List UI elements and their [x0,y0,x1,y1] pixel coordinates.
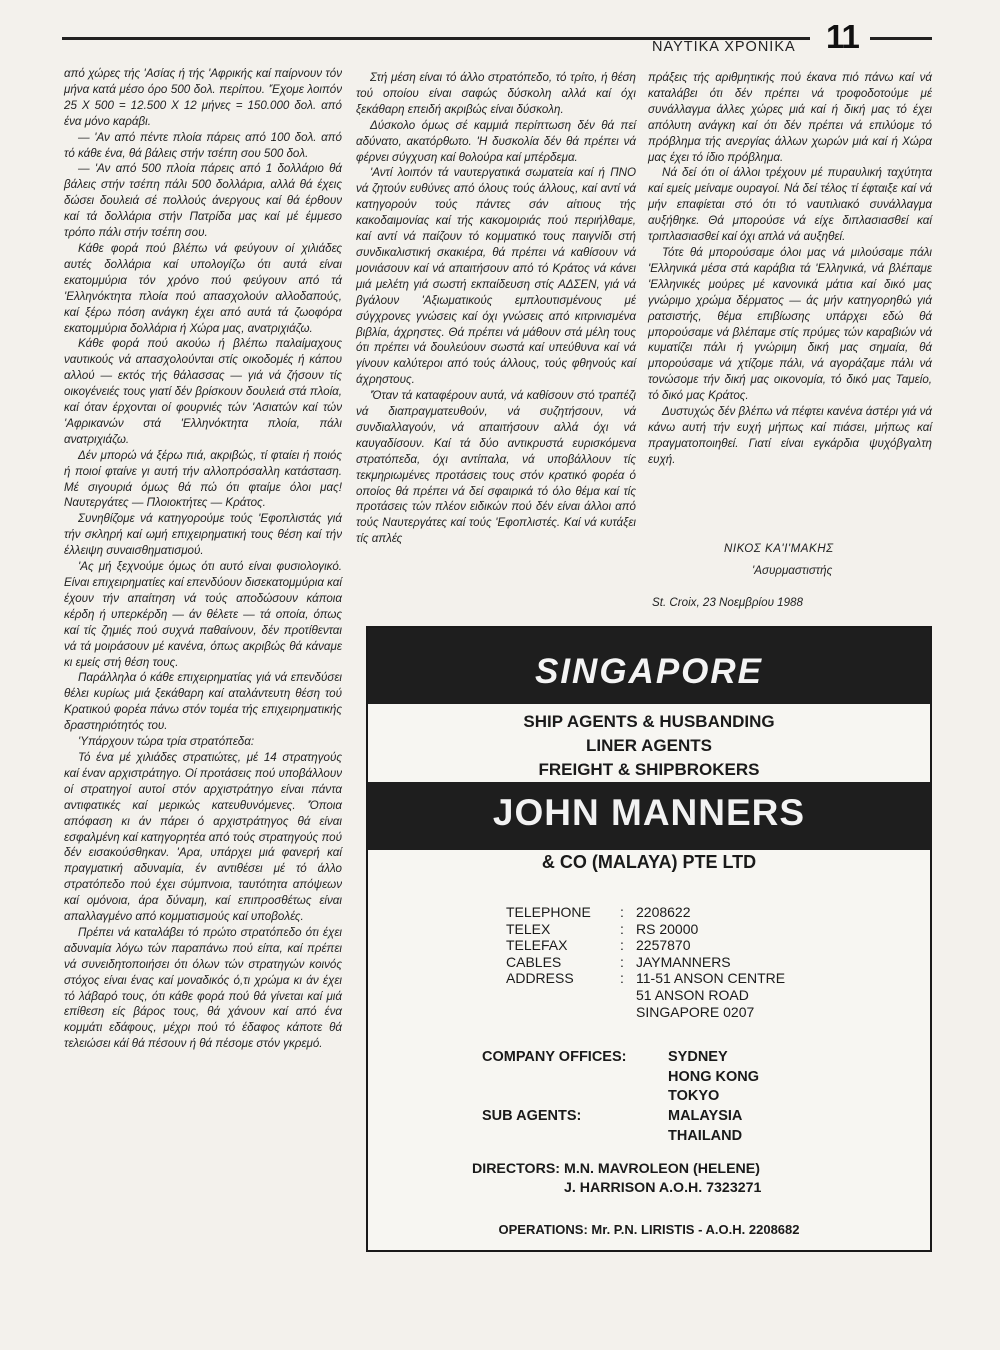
paragraph: Νά δεί ότι οί άλλοι τρέχουν μέ πυραυλική ταχύτητα καί εμείς μείναμε ουραγοί. Νά δεί τέλος τί έφταιξε καί νά μήν επαφίεται στό ότι τό ναυτιλιακό συνάλλαγμα αυξήθηκε. Θά μπορούσε νά είχε διπλασιασθεί καί τριπλασιασθεί καί όχι απλά νά αυξηθεί. [648,166,932,244]
contact-value: RS 20000 [636,920,699,937]
contact-separator: : [620,937,624,954]
contact-separator [620,1004,636,1021]
office-row [482,1068,759,1088]
contact-row [506,987,836,1004]
office-row [482,1127,759,1147]
paragraph: Παράλληλα ό κάθε επιχειρηματίας γιά νά επενδύσει θέλει κυρίως μιά ξεκάθαρη καί αταλάντευτη θέση τού Κρατικού φορέα πάνω στόν τομέα τής επιχειρηματικής δραστηριότητός του. [64,671,342,733]
office-value: SYDNEY [668,1049,728,1065]
ad-company-name: JOHN MANNERS [492,792,806,833]
office-label [482,1127,668,1147]
office-value: MALAYSIA [668,1108,743,1125]
director-value: M.N. MAVROLEON (HELENE) [564,1161,760,1177]
paragraph: 'Αντί λοιπόν τά ναυτεργατικά σωματεία καί ή ΠΝΟ νά ζητούν ευθύνες από όλους τούς άλλους, καί αντί νά κατηγορούν τούς πάντες σάν αίτιους τής κακοδαιμονίας καί τής κακομοιριάς πού περιήλθαμε, καί αντί νά παίζουν τό κομματικό τους παιγνίδι στή συνδικαλιστική σκακιέρα, θά πρέπει νά καθίσουν νά μονιάσουν καί νά απαιτήσουν από τό Κράτος νά κάνει μιά μελέτη γιά σωστή εκπαίδευση στίς ΑΔΣΕΝ, γιά νά βγάλουν 'Αξιωματικούς εμπλουτισμένους μέ σύγχρονες γνώσεις καί όχι γνώσεις από κιτρινισμένα βιβλία, άχρηστες. Θά πρέπει νά μάθουν στά μέλη τους ότι πρέπει νά δουλεύουν σωστά καί υπεύθυνα καί νά γίνουν καλύτεροι από τούς άλλους, τούς φθηνούς καί άχρηστους. [356,166,636,387]
director-row [472,1179,761,1198]
paragraph: Στή μέση είναι τό άλλο στρατόπεδο, τό τρίτο, ή θέση τού οποίου είναι σαφώς δύσκολη αλλά καί όχι ξεκάθαρη επειδή ακριβώς είναι δύσκολη. [356,71,636,116]
article-column-2 [356,70,636,547]
contact-label: TELEFAX [506,937,568,954]
paragraph: Κάθε φορά πού ακούω ή βλέπω παλαίμαχους ναυτικούς νά απασχολούνται στίς οικοδομές ή κάπου αλλού — εκτός τής θάλασσας — γιά νά ζήσουν τίς οικογένειές τους γιατί δέν βρίσκουν δουλειά στά πλοία, καί όταν έρχονται οί φουρνιές τών 'Ασιατών καί τών 'Αφρικανών στά 'Ελληνόκτητα πλοία, πάλι ανατριχιάζω. [64,337,342,446]
office-label: SUB AGENTS: [482,1108,582,1125]
office-row [482,1048,759,1068]
contact-value: 2257870 [636,937,691,954]
paragraph: — 'Αν από 500 πλοία πάρεις από 1 δολλάριο θά βάλεις στήν τσέπη πάλι 500 δολλάρια, αλλά θά έχεις δώσει δουλειά σέ πολλούς άνεργους καί θά έρθουν καί τά δολλάρια στήν Πατρίδα μας καί μέ έμμεσο τρόπο πάλι στήν τσέπη σου. [64,162,342,240]
paragraph: Δυστυχώς δέν βλέπω νά πέφτει κανένα άστέρι γιά νά κάνω αυτή τήν ευχή μήπως καί πιάσει, μήπως καί πραγματοποιηθεί. Γιατί είναι εγκάρδια ψυχόβγαλτη ευχή. [648,405,932,466]
contact-row [506,954,836,971]
contact-value: JAYMANNERS [636,953,731,970]
contact-separator [620,987,636,1004]
contact-label: TELEX [506,920,551,937]
office-label [482,1087,668,1107]
paragraph: πράξεις τής αριθμητικής πού έκανα πιό πάνω καί νά καταλάβει ότι δέν πρέπει νά τροφοδοτούμε μέ συνάλλαγμα άλλες χώρες μιά καί ή δική μας τό έχει απόλυτη ανάγκη καί ότι δέν πρέπει νά επιλύομε τό πρόβλημα τής ανεργίας άλλων χωρών μιά καί ή Χώρα μας έχει τό ίδιο πρόβλημα. [648,71,932,164]
header-rule-right [870,37,932,40]
contact-row [506,970,836,987]
ad-company-suffix: & CO (MALAYA) PTE LTD [541,852,757,872]
ad-services [368,710,930,782]
contact-label: ADDRESS [506,970,574,987]
paragraph: — 'Αν από πέντε πλοία πάρεις από 100 δολ. από τό κάθε ένα, θά βάλεις στήν τσέπη σου 500 δολ. [64,130,342,160]
ad-service: FREIGHT & SHIPBROKERS [538,760,760,779]
contact-row [506,1004,836,1021]
paragraph: 'Όταν τά καταφέρουν αυτά, νά καθίσουν στό τραπέζι νά διαπραγματευθούν, νά συζητήσουν, νά συνδιαλλαγούν, νά απαιτήσουν αλλά όχι νά καυγαδίσουν. Καί τά δύο αντικρυστά ευρισκόμενα στρατόπεδα, όχι αντίπαλα, νά υποβάλλουν τίς τεκμηριωμένες προτάσεις τους στόν κρατικό φορέα ό οποίος θά πρέπει νά δεί σφαιρικά τό όλο θέμα καί τίς προτάσεις τών πλέον ειδικών πού δέν είναι άλλοι από τούς Ναυτεργάτες καί τούς 'Εφοπλιστές. Καί νά κυτάξει τίς απλές [356,389,636,546]
ad-operations: OPERATIONS: Mr. P.N. LIRISTIS - A.O.H. 2208682 [498,1222,800,1237]
contact-separator: : [620,953,624,970]
paragraph: Δέν μπορώ νά ξέρω πιά, ακριβώς, τί φταίει ή ποιός ή ποιοί φταίνε γι αυτή τήν αλλοπρόσαλλη κατάσταση. Μέ σιγουριά όμως θά πώ ότι φταίμε όλοι μας! Ναυτεργάτες — Πλοιοκτήτες — Κράτος. [64,448,342,510]
paragraph: Πρέπει νά καταλάβει τό πρώτο στρατόπεδο ότι έχει αδυναμία λόγω τών παραπάνω πού είπα, καί πρέπει νά συνειδητοποιήσει ότι όλων τών στρατηγών κοινός στόχος είναι ένας καί μοναδικός ό,τι χρώμα κι άν έχει τό λάβαρό τους, ότι κάθε φορά πού θά γίνεται καί μιά επίθεση είς βάρος τους, θά χάνουν καί από ένα κομμάτι εδάφους, μέχρι πού τό έδαφος κάποτε θά τελειώσει κάί θά πέσουν ή θά πέσομε στόν γκρεμό. [64,925,342,1051]
director-label: DIRECTORS: [472,1161,561,1177]
office-row [482,1107,759,1127]
article-column-3 [648,70,932,468]
paragraph: 'Ας μή ξεχνούμε όμως ότι αυτό είναι φυσιολογικό. Είναι επιχειρηματίες καί επενδύουν δισεκατομμύρια καί έχουν τήν απαίτηση νά τούς αποδώσουν κάποια κέρδη ή υπερκέρδη — άν θέλετε — τά οποία, όπως καί τίς ζημιές πού συχνά παθαίνουν, δέν προτίθενται νά τά μοιράσουν μέ κανένα, όπως ακριβώς θά κάναμε κι εμείς στή θέση τους. [64,560,342,669]
contact-row [506,921,836,938]
paragraph: από χώρες τής 'Ασίας ή τής 'Αφρικής καί παίρνουν τόν μήνα κατά μέσο όρο 500 δολ. περίπου. 'Έχομε λοιπόν 25 Χ 500 = 12.500 Χ 12 μήνες = 150.000 δολ. από ένα μόνο καράβι. [64,67,342,128]
contact-value: 11-51 ANSON CENTRE [636,970,786,987]
paragraph: 'Υπάρχουν τώρα τρία στρατόπεδα: [78,735,255,749]
contact-label [506,1004,620,1021]
contact-row [506,937,836,954]
contact-label [506,987,620,1004]
office-value: THAILAND [668,1127,743,1144]
contact-separator: : [620,970,624,987]
paragraph: Δύσκολο όμως σέ καμμιά περίπτωση δέν θά πεί αδύνατο, ακατόρθωτο. 'Η δυσκολία δέν θά πρέπει νά φέρνει σύγχυση καί θολούρα καί μπέρδεμα. [356,118,636,164]
contact-value: 51 ANSON ROAD [636,986,749,1003]
publication-title: ΝΑΥΤΙΚΑ ΧΡΟΝΙΚΑ [652,39,796,55]
director-label [472,1179,564,1198]
contact-value: 2208622 [636,904,691,920]
author-role: 'Ασυρμαστιστής [752,564,833,577]
office-label: COMPANY OFFICES: [482,1049,627,1065]
article-column-1 [64,66,342,1052]
ad-service: LINER AGENTS [586,736,712,755]
ad-headline: SINGAPORE [534,652,764,691]
paragraph: Κάθε φορά πού βλέπω νά φεύγουν οί χιλιάδες αυτές δολλάρια καί υπολογίζω ότι αυτά είναι εκατομμύρια τόν χρόνο πού φεύγουν από τά 'Ελληνόκτητα πλοία πού απασχολούν αλλοδαπούς, καί ξέρω πόση ανάγκη έχει από αυτά τά ζωοφόρα εκατομμύρια δολλάρια ή Χώρα μας, ανατριχιάζω. [64,241,342,335]
contact-value: SINGAPORE 0207 [636,1003,755,1020]
paragraph: Συνηθίζομε νά κατηγορούμε τούς 'Εφοπλιστάς γιά τήν σκληρή καί ωμή επιχειρηματική τους θέση καί τήν έλλειψη συναισθηματισμού. [64,512,342,558]
author-place-date: St. Croix, 23 Νοεμβρίου 1988 [652,596,803,609]
paragraph: Τό ένα μέ χιλιάδες στρατιώτες, μέ 14 στρατηγούς καί έναν αρχιστράτηγο. Οί προτάσεις πού υποβάλλουν οί στρατηγοί αυτοί στόν αρχιστράτηγο είναι πάντα αντιφατικές καί μερικώς κατευθυνόμενες. 'Όποια απόφαση κι άν πάρει ό αρχιστράτηγος θά είναι εσφαλμένη καί κατηγορητέα από τούς στρατηγούς πού δέν εισακούσθηκαν. 'Αρα, υπάρχει μιά φανερή καί πραγματική αδυναμία, έν αντιθέσει μέ τό άλλο στρατόπεδο πού έχει σύμπνοια, ταυτότητα απόψεων καί ομόνοια, άρα δύναμη, καί επιπροσθέτως είναι απαλλαγμένο από κομματισμούς καί υποβολές. [64,750,342,924]
office-label [482,1068,668,1088]
author-name: ΝΙΚΟΣ ΚΑ'Ι'ΜΑΚΗΣ [724,542,834,555]
advertisement [366,626,932,1252]
director-value: J. HARRISON A.O.H. 7323271 [564,1180,762,1196]
office-value: HONG KONG [668,1068,760,1085]
contact-row [506,904,836,921]
contact-label: TELEPHONE [506,904,591,920]
ad-offices [482,1048,759,1147]
director-row [472,1160,761,1179]
ad-contacts [506,904,836,1020]
ad-service: SHIP AGENTS & HUSBANDING [523,712,775,731]
contact-label: CABLES [506,953,562,970]
ad-directors [472,1160,761,1198]
office-row [482,1087,759,1107]
contact-separator: : [620,920,624,937]
contact-separator: : [620,904,624,920]
office-value: TOKYO [668,1088,720,1105]
paragraph: Τότε θά μπορούσαμε όλοι μας νά μιλούσαμε πάλι 'Ελληνικά μέσα στά καράβια τά 'Ελληνικά, νά βλέπαμε 'Ελληνικές μούρες μέ κανονικά μάτια καί δικό μας γνώριμο χρώμα δέρματος — άς μήν κατηγορηθώ γιά ρατσιστής, θέμα επιβίωσης υπάρχει εδώ θά μπορούσαμε νά βλέπαμε στίς πρύμες τών καραβιών νά κυματίζει πάλι ή γνώριμη δική μας σημαία, θά μπορούσαμε νά χτίζομε πάλι, νά αγοράζαμε πάλι νά τονώσομε τήν δική μας οικονομία, τό δικό μας Ταμείο, τό δικό μας Κράτος. [648,245,932,403]
page-number: 11 [826,18,859,55]
